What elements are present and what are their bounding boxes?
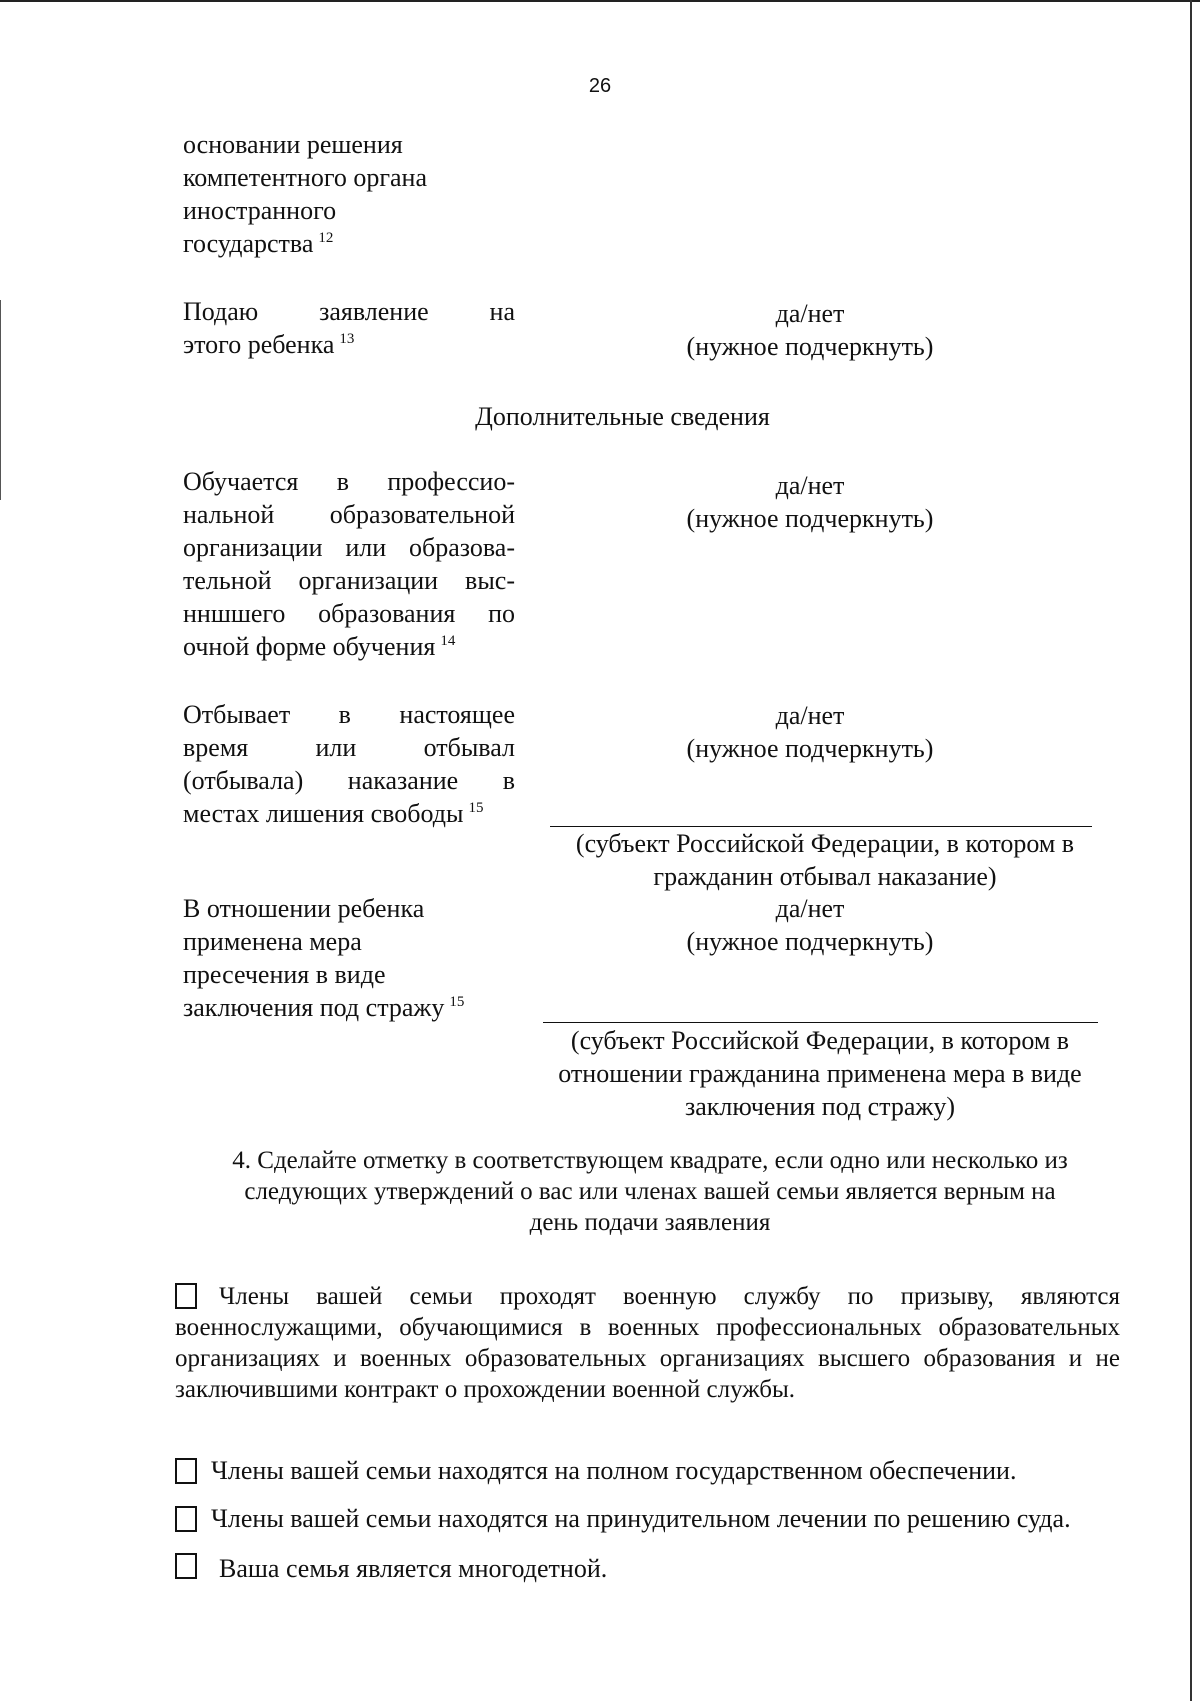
yes-no-choice[interactable]: да/нет — [775, 471, 845, 500]
checkbox-label: Ваша семья является многодетной. — [219, 1554, 608, 1583]
scan-edge-top — [0, 0, 1200, 2]
instruction-line: 4. Сделайте отметку в соответствующем квадрате, если одно или несколько из — [232, 1147, 1068, 1174]
text-line: Отбывает в настоящее — [183, 700, 515, 729]
yes-no-choice[interactable]: да/нет — [775, 701, 845, 730]
choice-hint: (нужное подчеркнуть) — [686, 332, 934, 361]
caption-line: отношении гражданина применена мера в виде — [558, 1059, 1082, 1088]
choice-hint: (нужное подчеркнуть) — [686, 927, 934, 956]
text-line: тельной организации выс- — [183, 566, 515, 595]
footnote-ref: 12 — [318, 230, 334, 247]
section-heading: Дополнительные сведения — [475, 402, 770, 431]
prison-answer[interactable] — [620, 699, 1000, 765]
checkbox[interactable] — [175, 1553, 197, 1579]
checkbox-label: Члены вашей семьи находятся на полном государственном обеспечении. — [211, 1456, 1017, 1485]
study-question — [183, 465, 515, 663]
yes-no-choice[interactable]: да/нет — [775, 299, 845, 328]
checkbox-item-large-family[interactable] — [175, 1553, 1120, 1584]
text-line: (отбывала) наказание в — [183, 766, 515, 795]
footnote-ref: 14 — [440, 633, 456, 650]
caption-line: гражданин отбывал наказание) — [653, 862, 997, 891]
text-line: этого ребенка $^{13}$ — [183, 330, 355, 359]
choice-hint: (нужное подчеркнуть) — [686, 734, 934, 763]
text-line: время или отбывал — [183, 733, 515, 762]
study-answer[interactable] — [620, 469, 1000, 535]
text-line: компетентного органа — [183, 163, 427, 192]
apply-answer[interactable] — [620, 297, 1000, 363]
text-line: организации или образова- — [183, 533, 515, 562]
text-line: Подаю заявление на — [183, 297, 516, 326]
scan-edge-right — [1190, 0, 1192, 1701]
text-line: пресечения в виде — [183, 960, 386, 989]
text-line: применена мера — [183, 927, 362, 956]
checkbox-label: Члены вашей семьи проходят военную службу по призыву, являются военнослужащими, обучающимися в военных профессиональных образовательных организациях и военных образовательных организациях высшего образования и не заключившими контракт о прохождении военной службы. — [175, 1283, 1120, 1403]
text-line: иностранного — [183, 196, 337, 225]
text-line: нншшего образования по — [183, 599, 515, 628]
page-number: 26 — [588, 75, 612, 97]
foreign-decision-text — [183, 128, 515, 260]
custody-answer[interactable] — [620, 892, 1000, 958]
checkbox-item-military[interactable] — [175, 1281, 1120, 1405]
text-line: местах лишения свободы $^{15}$ — [183, 799, 484, 828]
caption-line: заключения под стражу) — [684, 1092, 956, 1121]
checkbox[interactable] — [175, 1283, 197, 1309]
instruction-line: день подачи заявления — [529, 1209, 771, 1236]
checkbox-item-state-support[interactable] — [175, 1455, 1120, 1486]
text-line: очной форме обучения $^{14}$ — [183, 632, 456, 661]
caption-line: (субъект Российской Федерации, в котором в — [575, 829, 1075, 858]
footnote-ref: 15 — [449, 994, 465, 1011]
apply-question — [183, 295, 515, 361]
text-line: В отношении ребенка — [183, 894, 425, 923]
text-line: нальной образовательной — [183, 500, 515, 529]
footnote-ref: 13 — [339, 331, 355, 348]
footnote-ref: 15 — [468, 800, 484, 817]
choice-hint: (нужное подчеркнуть) — [686, 504, 934, 533]
checkbox[interactable] — [175, 1458, 197, 1484]
checkbox-label: Члены вашей семьи находятся на принудительном лечении по решению суда. — [211, 1504, 1071, 1533]
instruction-line: следующих утверждений о вас или членах вашей семьи является верным на — [244, 1178, 1056, 1205]
region-input-line[interactable] — [543, 1022, 1098, 1023]
yes-no-choice[interactable]: да/нет — [775, 894, 845, 923]
text-line: основании решения — [183, 130, 403, 159]
text-line: Обучается в профессио- — [183, 467, 515, 496]
text-line: заключения под стражу $^{15}$ — [183, 993, 465, 1022]
checkbox-item-court-treatment[interactable] — [175, 1503, 1120, 1534]
region-field-caption — [520, 1024, 1120, 1123]
prison-question — [183, 698, 515, 830]
text-line: государства $^{12}$ — [183, 229, 334, 258]
checkbox[interactable] — [175, 1506, 197, 1532]
custody-question — [183, 892, 515, 1024]
section-4-instruction — [180, 1145, 1120, 1238]
region-field-caption — [535, 827, 1115, 893]
caption-line: (субъект Российской Федерации, в котором в — [570, 1026, 1070, 1055]
